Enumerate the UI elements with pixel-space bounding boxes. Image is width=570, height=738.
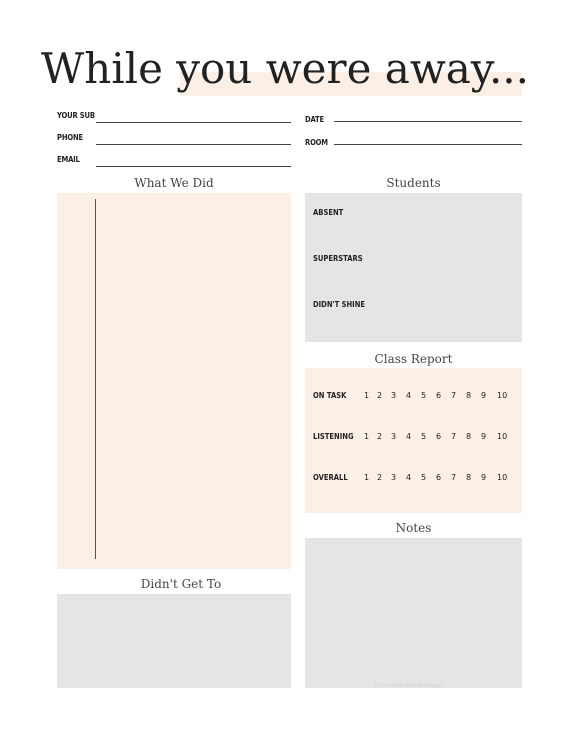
rating-option[interactable]: 2 [377, 432, 383, 441]
superstars-label: SUPERSTARS [313, 254, 363, 263]
rating-option[interactable]: 3 [391, 432, 397, 441]
rating-option[interactable]: 5 [421, 473, 427, 482]
rating-option[interactable]: 2 [377, 391, 383, 400]
rating-option[interactable]: 1 [364, 391, 370, 400]
rating-option[interactable]: 2 [377, 473, 383, 482]
phone-field[interactable] [96, 144, 291, 145]
rating-option[interactable]: 10 [497, 391, 508, 400]
phone-label: PHONE [57, 133, 83, 142]
rating-option[interactable]: 7 [451, 391, 457, 400]
class-report-row-label: LISTENING [313, 432, 354, 441]
copyright-note: © The Teacher Materials Group Inc. [374, 683, 446, 688]
absent-label: ABSENT [313, 208, 344, 217]
date-label: DATE [305, 115, 324, 124]
page-title: While you were away... [40, 44, 530, 93]
rating-option[interactable]: 10 [497, 432, 508, 441]
your-sub-field[interactable] [96, 122, 291, 123]
rating-option[interactable]: 7 [451, 432, 457, 441]
class-report-row-label: OVERALL [313, 473, 348, 482]
room-field[interactable] [334, 144, 522, 145]
rating-option[interactable]: 4 [406, 473, 412, 482]
rating-option[interactable]: 8 [466, 391, 472, 400]
what-we-did-heading: What We Did [134, 176, 214, 190]
rating-option[interactable]: 8 [466, 473, 472, 482]
rating-option[interactable]: 6 [436, 432, 442, 441]
rating-option[interactable]: 9 [481, 432, 487, 441]
rating-option[interactable]: 3 [391, 473, 397, 482]
rating-option[interactable]: 4 [406, 432, 412, 441]
email-field[interactable] [96, 166, 291, 167]
rating-option[interactable]: 8 [466, 432, 472, 441]
students-heading: Students [386, 176, 441, 190]
notes-heading: Notes [395, 521, 432, 535]
rating-option[interactable]: 5 [421, 432, 427, 441]
rating-option[interactable]: 9 [481, 391, 487, 400]
rating-option[interactable]: 9 [481, 473, 487, 482]
rating-option[interactable]: 1 [364, 473, 370, 482]
notes-box[interactable] [305, 538, 522, 688]
what-we-did-box[interactable] [57, 193, 291, 569]
class-report-row [305, 432, 522, 446]
class-report-row [305, 391, 522, 405]
didnt-shine-label: DIDN'T SHINE [313, 300, 366, 309]
what-we-did-margin-line [95, 199, 96, 559]
rating-option[interactable]: 10 [497, 473, 508, 482]
class-report-row [305, 473, 522, 487]
rating-option[interactable]: 1 [364, 432, 370, 441]
rating-option[interactable]: 3 [391, 391, 397, 400]
rating-option[interactable]: 5 [421, 391, 427, 400]
didnt-get-to-box[interactable] [57, 594, 291, 688]
room-label: ROOM [305, 138, 328, 147]
class-report-heading: Class Report [374, 352, 453, 366]
rating-option[interactable]: 6 [436, 391, 442, 400]
email-label: EMAIL [57, 155, 80, 164]
class-report-row-label: ON TASK [313, 391, 347, 400]
rating-option[interactable]: 6 [436, 473, 442, 482]
didnt-get-to-heading: Didn't Get To [140, 577, 222, 591]
your-sub-label: YOUR SUB [57, 111, 95, 120]
date-field[interactable] [334, 121, 522, 122]
rating-option[interactable]: 7 [451, 473, 457, 482]
rating-option[interactable]: 4 [406, 391, 412, 400]
